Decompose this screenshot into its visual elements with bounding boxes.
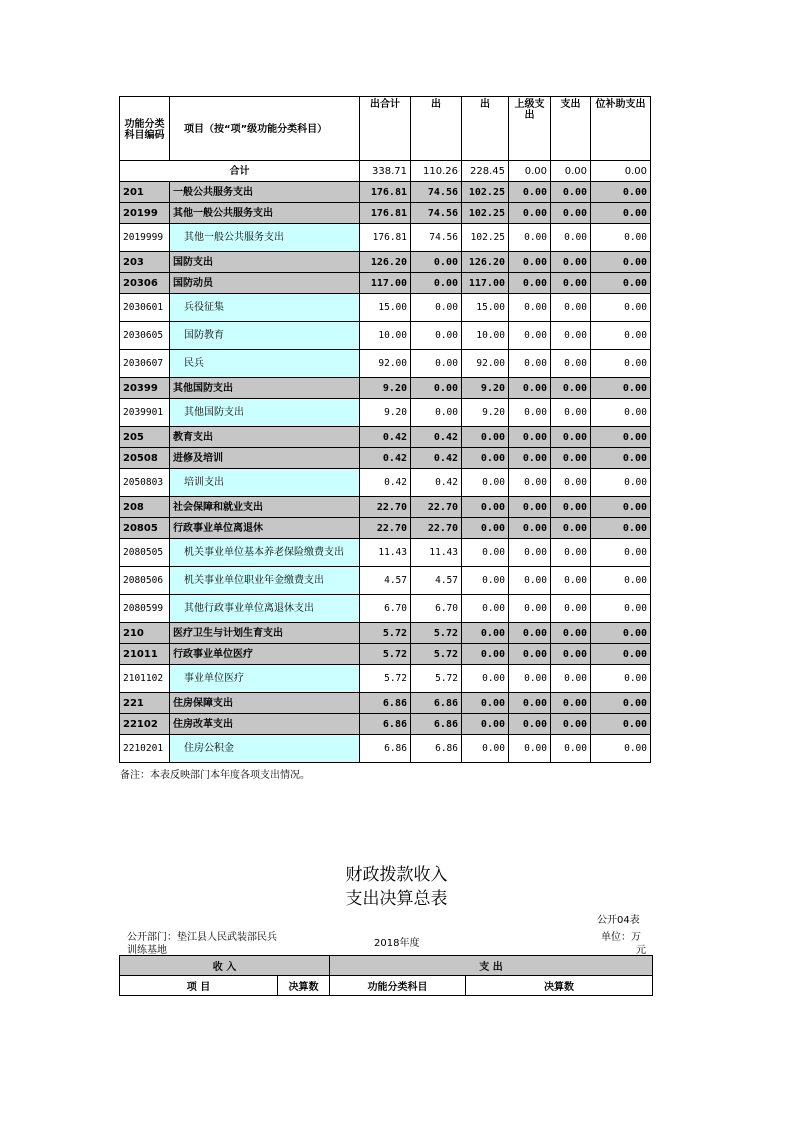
row-value: 0.00 xyxy=(551,224,591,252)
table-row xyxy=(120,224,651,252)
row-value: 5.72 xyxy=(411,623,462,644)
row-value: 6.86 xyxy=(360,735,411,763)
row-name: 其他一般公共服务支出 xyxy=(170,203,360,224)
row-value: 0.00 xyxy=(551,252,591,273)
unit-line1: 单位：万 xyxy=(601,932,641,943)
row-value: 0.00 xyxy=(509,448,551,469)
row-value: 74.56 xyxy=(411,203,462,224)
row-value: 0.00 xyxy=(509,378,551,399)
row-value: 0.00 xyxy=(462,469,509,497)
table-row xyxy=(120,539,651,567)
row-value: 9.20 xyxy=(360,399,411,427)
table-row xyxy=(120,399,651,427)
row-value: 0.00 xyxy=(551,714,591,735)
row-code: 201 xyxy=(120,182,170,203)
row-value: 22.70 xyxy=(360,497,411,518)
table-row xyxy=(120,693,651,714)
table-row xyxy=(120,378,651,399)
row-value: 0.00 xyxy=(462,448,509,469)
row-value: 0.00 xyxy=(509,224,551,252)
section-title-line2: 支出决算总表 xyxy=(345,889,448,909)
row-name: 其他行政事业单位离退休支出 xyxy=(170,595,360,623)
row-value: 15.00 xyxy=(360,294,411,322)
table-note: 备注：本表反映部门本年度各项支出情况。 xyxy=(120,770,310,781)
summary-subheader-row xyxy=(120,976,653,996)
row-value: 0.00 xyxy=(591,469,651,497)
row-value: 22.70 xyxy=(360,518,411,539)
row-value: 0.00 xyxy=(591,735,651,763)
row-value: 0.00 xyxy=(509,350,551,378)
row-value: 0.00 xyxy=(509,567,551,595)
total-row xyxy=(120,161,651,182)
row-value: 0.00 xyxy=(591,448,651,469)
row-value: 5.72 xyxy=(360,623,411,644)
row-value: 0.00 xyxy=(509,693,551,714)
row-value: 0.00 xyxy=(591,623,651,644)
row-code: 2080506 xyxy=(120,567,170,595)
row-value: 0.00 xyxy=(591,518,651,539)
row-value: 0.00 xyxy=(509,714,551,735)
row-value: 0.00 xyxy=(551,322,591,350)
row-value: 0.00 xyxy=(411,350,462,378)
header-col5: 支出 xyxy=(551,97,591,161)
row-value: 0.00 xyxy=(551,595,591,623)
header-row xyxy=(120,97,651,161)
row-value: 6.86 xyxy=(360,693,411,714)
row-value: 11.43 xyxy=(411,539,462,567)
row-name: 国防教育 xyxy=(170,322,360,350)
row-name: 社会保障和就业支出 xyxy=(170,497,360,518)
table-row xyxy=(120,665,651,693)
row-value: 0.00 xyxy=(462,518,509,539)
row-value: 0.00 xyxy=(591,497,651,518)
row-value: 9.20 xyxy=(360,378,411,399)
row-value: 0.00 xyxy=(551,497,591,518)
total-value: 338.71 xyxy=(360,161,411,182)
table-row xyxy=(120,273,651,294)
row-value: 126.20 xyxy=(462,252,509,273)
row-value: 0.00 xyxy=(591,378,651,399)
row-name: 其他一般公共服务支出 xyxy=(170,224,360,252)
row-value: 11.43 xyxy=(360,539,411,567)
expenditure-table-body xyxy=(120,97,651,763)
income-header: 收 入 xyxy=(120,956,330,976)
row-value: 0.00 xyxy=(509,497,551,518)
table-row xyxy=(120,350,651,378)
header-col2: 出 xyxy=(411,97,462,161)
row-value: 0.00 xyxy=(551,623,591,644)
row-value: 0.00 xyxy=(509,322,551,350)
table-row xyxy=(120,448,651,469)
row-code: 205 xyxy=(120,427,170,448)
row-value: 0.00 xyxy=(411,252,462,273)
row-value: 5.72 xyxy=(411,644,462,665)
row-value: 0.00 xyxy=(551,350,591,378)
row-name: 住房保障支出 xyxy=(170,693,360,714)
row-value: 102.25 xyxy=(462,203,509,224)
row-value: 0.00 xyxy=(551,665,591,693)
row-value: 0.00 xyxy=(462,539,509,567)
row-value: 0.00 xyxy=(509,294,551,322)
row-value: 0.00 xyxy=(551,735,591,763)
header-code: 功能分类科目编码 xyxy=(120,97,170,161)
summary-header-row xyxy=(120,956,653,976)
row-value: 0.00 xyxy=(591,644,651,665)
row-value: 0.00 xyxy=(551,427,591,448)
row-value: 0.00 xyxy=(551,182,591,203)
row-value: 0.00 xyxy=(509,252,551,273)
summary-table xyxy=(119,955,653,996)
row-value: 0.00 xyxy=(411,294,462,322)
row-name: 其他国防支出 xyxy=(170,378,360,399)
row-value: 0.00 xyxy=(551,518,591,539)
row-value: 92.00 xyxy=(462,350,509,378)
total-value: 0.00 xyxy=(591,161,651,182)
row-code: 2080599 xyxy=(120,595,170,623)
row-value: 6.86 xyxy=(411,735,462,763)
table-row xyxy=(120,518,651,539)
row-name: 住房改革支出 xyxy=(170,714,360,735)
row-value: 0.00 xyxy=(591,294,651,322)
row-code: 2101102 xyxy=(120,665,170,693)
row-code: 20805 xyxy=(120,518,170,539)
row-value: 6.86 xyxy=(360,714,411,735)
row-value: 0.00 xyxy=(591,539,651,567)
row-code: 208 xyxy=(120,497,170,518)
table-row xyxy=(120,182,651,203)
row-value: 5.72 xyxy=(411,665,462,693)
row-value: 0.42 xyxy=(360,469,411,497)
row-value: 0.00 xyxy=(509,399,551,427)
expenditure-table xyxy=(119,96,651,763)
row-value: 126.20 xyxy=(360,252,411,273)
header-col4: 上级支出 xyxy=(509,97,551,161)
row-value: 0.00 xyxy=(462,567,509,595)
row-code: 2080505 xyxy=(120,539,170,567)
total-value: 110.26 xyxy=(411,161,462,182)
row-value: 0.00 xyxy=(551,539,591,567)
row-code: 2030601 xyxy=(120,294,170,322)
total-value: 0.00 xyxy=(509,161,551,182)
section-title-line1: 财政拨款收入 xyxy=(345,865,448,885)
table-row xyxy=(120,735,651,763)
row-value: 74.56 xyxy=(411,182,462,203)
row-code: 203 xyxy=(120,252,170,273)
row-value: 0.00 xyxy=(591,427,651,448)
row-value: 0.00 xyxy=(509,735,551,763)
row-name: 其他国防支出 xyxy=(170,399,360,427)
row-value: 0.00 xyxy=(509,469,551,497)
row-name: 行政事业单位医疗 xyxy=(170,644,360,665)
row-value: 0.00 xyxy=(551,693,591,714)
row-value: 0.00 xyxy=(591,693,651,714)
row-value: 0.00 xyxy=(591,224,651,252)
row-value: 0.00 xyxy=(551,399,591,427)
row-value: 0.00 xyxy=(509,539,551,567)
row-name: 国防动员 xyxy=(170,273,360,294)
expense-header: 支 出 xyxy=(330,956,653,976)
table-row xyxy=(120,427,651,448)
row-value: 0.00 xyxy=(411,399,462,427)
row-value: 117.00 xyxy=(360,273,411,294)
row-name: 兵役征集 xyxy=(170,294,360,322)
table-row xyxy=(120,252,651,273)
row-value: 0.00 xyxy=(509,595,551,623)
row-value: 6.86 xyxy=(411,693,462,714)
row-code: 2039901 xyxy=(120,399,170,427)
row-name: 民兵 xyxy=(170,350,360,378)
row-value: 0.42 xyxy=(411,427,462,448)
row-value: 0.00 xyxy=(591,567,651,595)
table-row xyxy=(120,623,651,644)
row-value: 6.70 xyxy=(360,595,411,623)
row-value: 22.70 xyxy=(411,497,462,518)
row-value: 0.42 xyxy=(411,448,462,469)
row-name: 行政事业单位离退休 xyxy=(170,518,360,539)
table-row xyxy=(120,567,651,595)
table-row xyxy=(120,469,651,497)
table-row xyxy=(120,644,651,665)
function-subject-header: 功能分类科目 xyxy=(330,976,466,996)
income-amount-header: 决算数 xyxy=(278,976,330,996)
row-code: 21011 xyxy=(120,644,170,665)
row-name: 一般公共服务支出 xyxy=(170,182,360,203)
department-line1: 公开部门：垫江县人民武装部民兵 xyxy=(127,932,277,943)
row-name: 住房公积金 xyxy=(170,735,360,763)
row-value: 0.00 xyxy=(591,203,651,224)
row-value: 0.00 xyxy=(591,322,651,350)
row-value: 0.00 xyxy=(551,644,591,665)
fiscal-year: 2018年度 xyxy=(374,938,420,949)
row-value: 0.00 xyxy=(591,595,651,623)
row-value: 0.00 xyxy=(509,644,551,665)
row-value: 0.00 xyxy=(551,567,591,595)
row-value: 0.00 xyxy=(509,182,551,203)
row-value: 102.25 xyxy=(462,182,509,203)
row-value: 0.00 xyxy=(462,693,509,714)
row-value: 0.42 xyxy=(411,469,462,497)
row-name: 医疗卫生与计划生育支出 xyxy=(170,623,360,644)
table-row xyxy=(120,714,651,735)
row-name: 培训支出 xyxy=(170,469,360,497)
total-value: 228.45 xyxy=(462,161,509,182)
header-col3: 出 xyxy=(462,97,509,161)
row-value: 0.42 xyxy=(360,427,411,448)
row-value: 117.00 xyxy=(462,273,509,294)
row-code: 2019999 xyxy=(120,224,170,252)
row-code: 22102 xyxy=(120,714,170,735)
row-value: 0.00 xyxy=(551,273,591,294)
row-value: 0.00 xyxy=(462,735,509,763)
row-value: 6.86 xyxy=(411,714,462,735)
row-value: 5.72 xyxy=(360,644,411,665)
row-value: 0.00 xyxy=(411,322,462,350)
department-line2: 训练基地 xyxy=(127,945,167,956)
row-value: 0.00 xyxy=(462,497,509,518)
row-value: 102.25 xyxy=(462,224,509,252)
row-value: 0.00 xyxy=(551,203,591,224)
row-name: 机关事业单位基本养老保险缴费支出 xyxy=(170,539,360,567)
row-name: 教育支出 xyxy=(170,427,360,448)
row-value: 0.00 xyxy=(509,623,551,644)
row-value: 0.00 xyxy=(591,399,651,427)
row-value: 5.72 xyxy=(360,665,411,693)
row-value: 0.00 xyxy=(411,378,462,399)
row-value: 0.00 xyxy=(509,518,551,539)
row-value: 176.81 xyxy=(360,203,411,224)
table-row xyxy=(120,294,651,322)
row-value: 0.00 xyxy=(591,714,651,735)
table-row xyxy=(120,497,651,518)
row-value: 0.00 xyxy=(591,182,651,203)
row-value: 9.20 xyxy=(462,378,509,399)
row-value: 0.00 xyxy=(509,273,551,294)
row-value: 92.00 xyxy=(360,350,411,378)
row-code: 210 xyxy=(120,623,170,644)
row-value: 0.00 xyxy=(462,714,509,735)
row-value: 0.00 xyxy=(591,350,651,378)
table-number: 公开04表 xyxy=(597,915,640,926)
table-row xyxy=(120,322,651,350)
row-value: 0.42 xyxy=(360,448,411,469)
row-code: 2030607 xyxy=(120,350,170,378)
row-value: 0.00 xyxy=(509,203,551,224)
row-code: 20399 xyxy=(120,378,170,399)
row-value: 9.20 xyxy=(462,399,509,427)
total-label: 合计 xyxy=(120,161,360,182)
row-value: 0.00 xyxy=(551,294,591,322)
row-code: 2050803 xyxy=(120,469,170,497)
row-value: 4.57 xyxy=(411,567,462,595)
header-col1: 出合计 xyxy=(360,97,411,161)
row-value: 0.00 xyxy=(411,273,462,294)
expense-amount-header: 决算数 xyxy=(466,976,653,996)
row-code: 2210201 xyxy=(120,735,170,763)
row-value: 0.00 xyxy=(551,448,591,469)
row-value: 0.00 xyxy=(462,644,509,665)
row-value: 0.00 xyxy=(509,427,551,448)
row-code: 221 xyxy=(120,693,170,714)
row-code: 20306 xyxy=(120,273,170,294)
row-name: 机关事业单位职业年金缴费支出 xyxy=(170,567,360,595)
row-value: 0.00 xyxy=(462,427,509,448)
unit-line2: 元 xyxy=(636,945,646,956)
row-value: 6.70 xyxy=(411,595,462,623)
row-value: 10.00 xyxy=(360,322,411,350)
row-name: 事业单位医疗 xyxy=(170,665,360,693)
row-value: 0.00 xyxy=(462,595,509,623)
row-value: 0.00 xyxy=(591,273,651,294)
table-row xyxy=(120,595,651,623)
row-value: 0.00 xyxy=(591,252,651,273)
total-value: 0.00 xyxy=(551,161,591,182)
row-value: 10.00 xyxy=(462,322,509,350)
row-value: 0.00 xyxy=(551,469,591,497)
row-code: 20508 xyxy=(120,448,170,469)
row-value: 22.70 xyxy=(411,518,462,539)
row-value: 15.00 xyxy=(462,294,509,322)
row-value: 176.81 xyxy=(360,182,411,203)
row-code: 20199 xyxy=(120,203,170,224)
header-name: 项目（按“项”级功能分类科目） xyxy=(170,97,360,161)
table-row xyxy=(120,203,651,224)
row-value: 0.00 xyxy=(462,623,509,644)
item-header: 项 目 xyxy=(120,976,278,996)
row-value: 4.57 xyxy=(360,567,411,595)
header-col6: 位补助支出 xyxy=(591,97,651,161)
row-value: 0.00 xyxy=(509,665,551,693)
row-value: 74.56 xyxy=(411,224,462,252)
row-value: 0.00 xyxy=(462,665,509,693)
row-value: 176.81 xyxy=(360,224,411,252)
row-code: 2030605 xyxy=(120,322,170,350)
row-value: 0.00 xyxy=(591,665,651,693)
row-name: 进修及培训 xyxy=(170,448,360,469)
row-value: 0.00 xyxy=(551,378,591,399)
row-name: 国防支出 xyxy=(170,252,360,273)
